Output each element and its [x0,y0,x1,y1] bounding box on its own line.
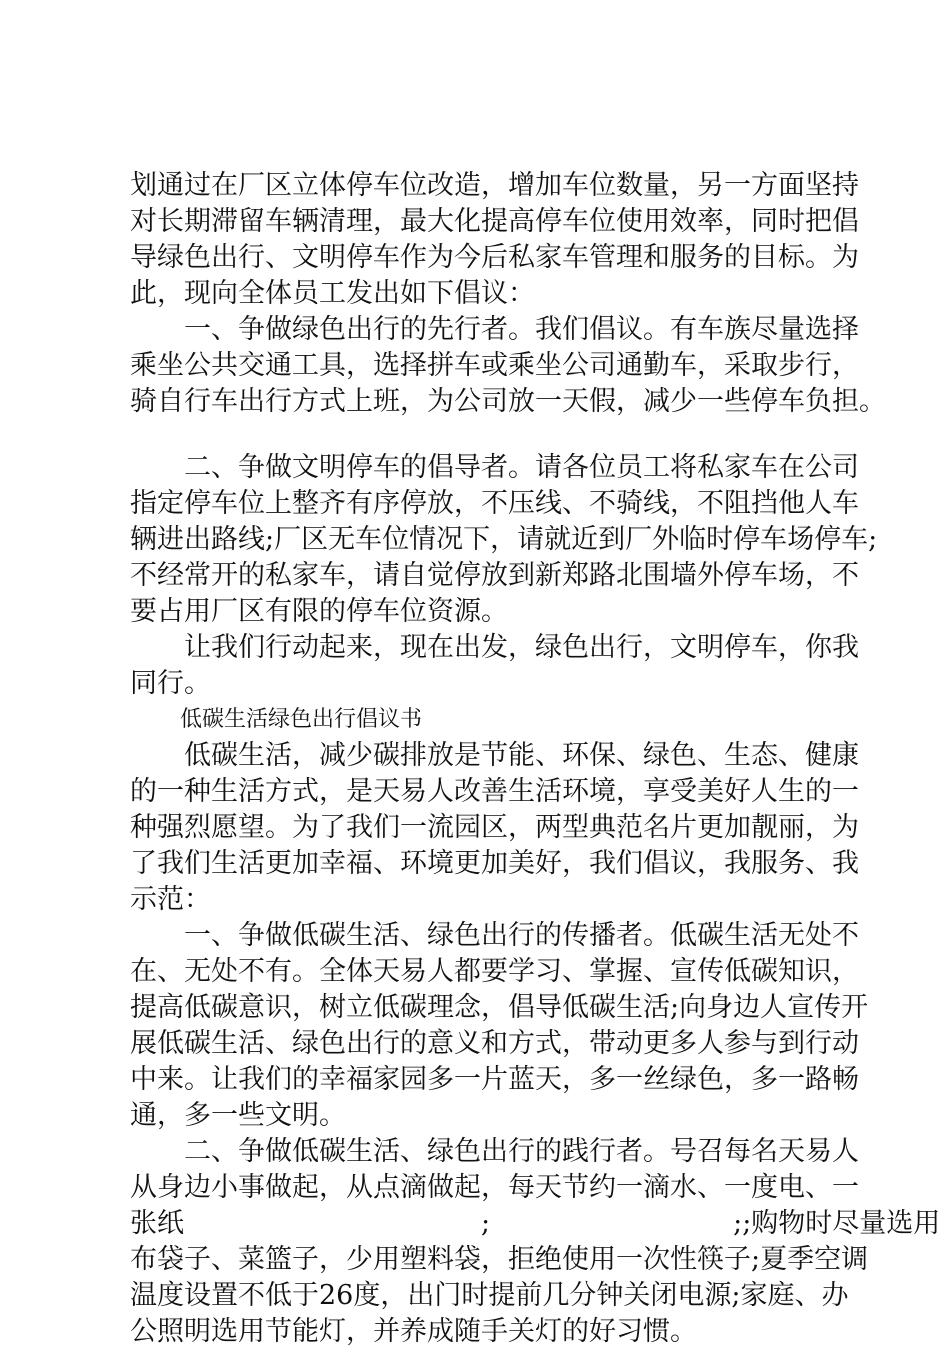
text-line: 二、争做文明停车的倡导者。请各位员工将私家车在公司 [130,452,859,483]
text-line: 让我们行动起来，现在出发，绿色出行，文明停车，你我 [130,632,859,663]
text-line: 从身边小事做起，从点滴做起，每天节约一滴水、一度电、一 [130,1172,859,1203]
text-line: 中来。让我们的幸福家园多一片蓝天，多一丝绿色，多一路畅 [130,1064,859,1095]
text-line: 温度设置不低于26度，出门时提前几分钟关闭电源;家庭、办 [130,1280,849,1311]
text-line: 一、争做低碳生活、绿色出行的传播者。低碳生活无处不 [130,920,859,951]
text-line: 一、争做绿色出行的先行者。我们倡议。有车族尽量选择 [130,314,859,345]
text-line: 二、争做低碳生活、绿色出行的践行者。号召每名天易人 [130,1136,859,1167]
text-line: 在、无处不有。全体天易人都要学习、掌握、宣传低碳知识， [130,956,859,987]
section-title: 低碳生活绿色出行倡议书 [180,707,423,732]
text-line: 种强烈愿望。为了我们一流园区，两型典范名片更加靓丽，为 [130,812,859,843]
text-line: 低碳生活，减少碳排放是节能、环保、绿色、生态、健康 [130,740,859,771]
text-line: 乘坐公共交通工具，选择拼车或乘坐公司通勤车，采取步行， [130,350,859,381]
text-line: 公照明选用节能灯，并养成随手关灯的好习惯。 [130,1316,697,1347]
text-line: 提高低碳意识，树立低碳理念，倡导低碳生活;向身边人宣传开 [130,992,869,1023]
text-line: 导绿色出行、文明停车作为今后私家车管理和服务的目标。为 [130,242,859,273]
text-line: 展低碳生活、绿色出行的意义和方式，带动更多人参与到行动 [130,1028,859,1059]
text-line: 骑自行车出行方式上班，为公司放一天假，减少一些停车负担。 [130,386,886,417]
text-line: 张纸 ; ;;购物时尽量选用 [130,1208,941,1239]
text-line: 对长期滞留车辆清理，最大化提高停车位使用效率，同时把倡 [130,206,859,237]
text-line: 此，现向全体员工发出如下倡议： [130,278,535,309]
text-line: 示范： [130,884,211,915]
text-line: 辆进出路线;厂区无车位情况下，请就近到厂外临时停车场停车; [130,524,878,555]
text-line: 指定停车位上整齐有序停放，不压线、不骑线，不阻挡他人车 [130,488,859,519]
text-line: 布袋子、菜篮子，少用塑料袋，拒绝使用一次性筷子;夏季空调 [130,1244,869,1275]
text-line: 不经常开的私家车，请自觉停放到新郑路北围墙外停车场，不 [130,560,859,591]
text-line: 同行。 [130,668,211,699]
text-line: 要占用厂区有限的停车位资源。 [130,596,508,627]
text-line: 了我们生活更加幸福、环境更加美好，我们倡议，我服务、我 [130,848,859,879]
text-line: 通，多一些文明。 [130,1100,346,1131]
text-line: 划通过在厂区立体停车位改造，增加车位数量，另一方面坚持 [130,170,859,201]
text-line: 的一种生活方式，是天易人改善生活环境，享受美好人生的一 [130,776,859,807]
